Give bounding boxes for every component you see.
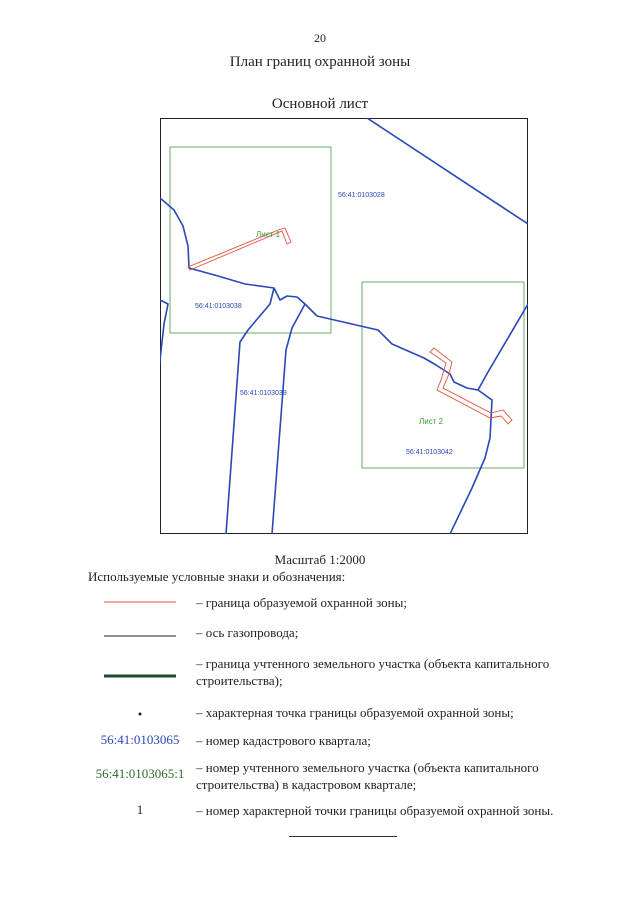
boundary-west-edge [160, 300, 168, 378]
page-number: 20 [314, 31, 326, 45]
footer-divider [289, 836, 397, 837]
boundary-road-east [272, 304, 305, 534]
quarter-label-0103039: 56:41:0103039 [240, 390, 287, 397]
map-frame [161, 119, 528, 534]
legend-text: – граница образуемой охранной зоны; [196, 595, 407, 610]
document-title: План границ охранной зоны [229, 54, 411, 70]
legend-text: – характерная точка границы образуемой охранной зоны; [196, 705, 514, 720]
legend-text: – граница учтенного земельного участка (объекта капитального строительства); [196, 656, 550, 688]
legend-text: – номер кадастрового квартала; [196, 733, 371, 748]
map-scale: Масштаб 1:2000 [274, 552, 366, 567]
dark-green-thick-line-icon [86, 673, 194, 679]
sheet2-frame [362, 282, 524, 468]
boundary-east-run [317, 316, 478, 390]
quarter-label-0103038: 56:41:0103038 [195, 303, 242, 310]
parcel-number-sample: 56:41:0103065:1 [95, 766, 185, 781]
red-line-icon [86, 600, 194, 604]
boundary-upper-west [160, 198, 317, 316]
legend-text: – номер учтенного земельного участка (объекта капитального строительства) в кадастровом квартале; [196, 760, 539, 792]
black-line-icon [86, 634, 194, 638]
boundary-road-west [226, 288, 274, 534]
dot-icon [86, 711, 194, 717]
legend-heading: Используемые условные знаки и обозначения: [88, 569, 346, 584]
protection-zone-2 [430, 348, 512, 424]
sheet2-label: Лист 2 [419, 417, 444, 426]
boundary-se-lower [450, 390, 492, 534]
quarter-label-0103042: 56:41:0103042 [406, 449, 453, 456]
boundary-se-upper [478, 304, 528, 390]
legend-text: – номер характерной точки границы образуемой охранной зоны. [196, 803, 554, 818]
sheet-title: Основной лист [271, 96, 369, 112]
legend-text: – ось газопровода; [196, 625, 299, 640]
sheet1-label: Лист 1 [256, 230, 281, 239]
cadastral-quarter-sample: 56:41:0103065 [100, 732, 180, 747]
point-number-sample: 1 [136, 802, 144, 817]
parcel-boundaries [160, 118, 528, 534]
cadastral-map [160, 118, 528, 534]
quarter-label-0103028: 56:41:0103028 [338, 192, 385, 199]
boundary-ne [367, 118, 528, 224]
